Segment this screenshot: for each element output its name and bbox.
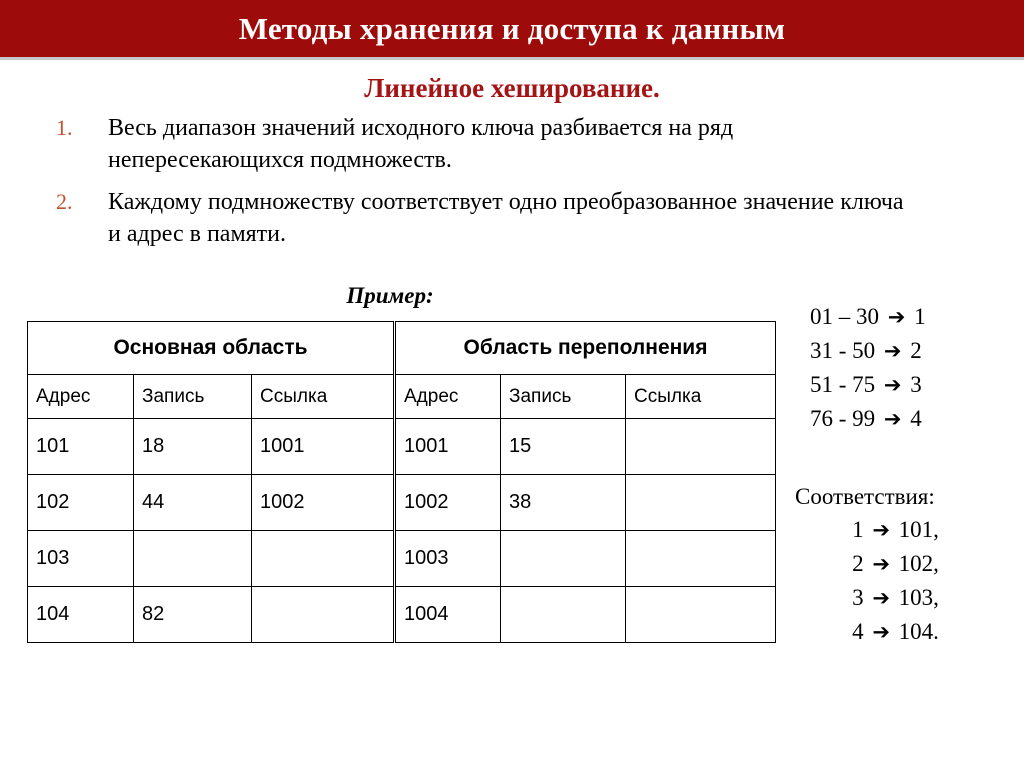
range-line xyxy=(810,402,1010,436)
cell-link-overflow xyxy=(626,475,776,531)
correspondence-from: 4 xyxy=(852,619,864,644)
title-banner xyxy=(0,0,1024,57)
correspondence-line xyxy=(795,547,1010,581)
hashing-example-table xyxy=(27,321,776,643)
arrow-right-icon: ➔ xyxy=(872,552,890,576)
range-line xyxy=(810,368,1010,402)
column-header-record-main: Запись xyxy=(134,375,252,419)
cell-link-main xyxy=(252,587,395,643)
cell-address-main: 101 xyxy=(28,419,134,475)
range-line xyxy=(810,300,1010,334)
cell-record-main: 18 xyxy=(134,419,252,475)
example-label: Пример: xyxy=(346,283,434,308)
cell-address-overflow: 1004 xyxy=(395,587,501,643)
correspondence-list xyxy=(795,480,1010,649)
cell-record-main: 44 xyxy=(134,475,252,531)
column-header-link-main: Ссылка xyxy=(252,375,395,419)
table-row xyxy=(28,531,776,587)
column-header-link-overflow: Ссылка xyxy=(626,375,776,419)
range-text: 31 - 50 xyxy=(810,338,876,363)
table-row xyxy=(28,475,776,531)
cell-address-overflow: 1001 xyxy=(395,419,501,475)
slide-subtitle: Линейное хеширование. xyxy=(364,73,660,103)
correspondence-from: 1 xyxy=(852,517,864,542)
cell-record-overflow: 38 xyxy=(501,475,626,531)
key-range-list xyxy=(810,300,1010,436)
list-item-text: Весь диапазон значений исходного ключа разбивается на ряд непересекающихся подмножеств. xyxy=(108,115,734,173)
correspondence-to: 104. xyxy=(898,619,939,644)
page-title: Методы хранения и доступа к данным xyxy=(238,10,786,46)
cell-record-main: 82 xyxy=(134,587,252,643)
table-row xyxy=(28,419,776,475)
arrow-right-icon: ➔ xyxy=(883,339,902,363)
correspondence-title: Соответствия: xyxy=(795,484,935,509)
list-item-marker: 1. xyxy=(56,115,73,140)
table-row xyxy=(28,587,776,643)
list-item xyxy=(50,186,980,250)
cell-record-main xyxy=(134,531,252,587)
cell-link-overflow xyxy=(626,587,776,643)
arrow-right-icon: ➔ xyxy=(872,586,890,610)
range-text: 51 - 75 xyxy=(810,372,876,397)
correspondence-line xyxy=(795,581,1010,615)
range-line xyxy=(810,334,1010,368)
correspondence-line xyxy=(795,615,1010,649)
table-column-header-row xyxy=(28,375,776,419)
range-value: 3 xyxy=(910,372,922,397)
cell-address-overflow: 1003 xyxy=(395,531,501,587)
arrow-right-icon: ➔ xyxy=(883,407,902,431)
region-header-main: Основная область xyxy=(28,322,395,375)
range-value: 1 xyxy=(914,304,926,329)
numbered-list xyxy=(50,112,980,260)
cell-record-overflow: 15 xyxy=(501,419,626,475)
list-item-marker: 2. xyxy=(56,189,73,214)
arrow-right-icon: ➔ xyxy=(872,518,890,542)
correspondence-line xyxy=(795,513,1010,547)
banner-divider xyxy=(0,57,1024,60)
cell-address-overflow: 1002 xyxy=(395,475,501,531)
cell-address-main: 104 xyxy=(28,587,134,643)
cell-link-overflow xyxy=(626,531,776,587)
correspondence-to: 102, xyxy=(898,551,939,576)
range-value: 2 xyxy=(910,338,922,363)
range-text: 01 – 30 xyxy=(810,304,879,329)
range-text: 76 - 99 xyxy=(810,406,876,431)
column-header-address-overflow: Адрес xyxy=(395,375,501,419)
cell-link-main: 1002 xyxy=(252,475,395,531)
list-item-text: Каждому подмножеству соответствует одно преобразованное значение ключа и адрес в памяти. xyxy=(108,189,904,247)
cell-address-main: 102 xyxy=(28,475,134,531)
list-item xyxy=(50,112,980,176)
region-header-overflow: Область переполнения xyxy=(395,322,776,375)
range-value: 4 xyxy=(910,406,922,431)
arrow-right-icon: ➔ xyxy=(887,305,906,329)
cell-record-overflow xyxy=(501,587,626,643)
column-header-address-main: Адрес xyxy=(28,375,134,419)
cell-link-overflow xyxy=(626,419,776,475)
arrow-right-icon: ➔ xyxy=(872,620,890,644)
cell-address-main: 103 xyxy=(28,531,134,587)
correspondence-to: 101, xyxy=(898,517,939,542)
column-header-record-overflow: Запись xyxy=(501,375,626,419)
cell-record-overflow xyxy=(501,531,626,587)
correspondence-from: 3 xyxy=(852,585,864,610)
correspondence-from: 2 xyxy=(852,551,864,576)
table-region-header-row xyxy=(28,322,776,375)
cell-link-main: 1001 xyxy=(252,419,395,475)
correspondence-to: 103, xyxy=(898,585,939,610)
arrow-right-icon: ➔ xyxy=(883,373,902,397)
cell-link-main xyxy=(252,531,395,587)
